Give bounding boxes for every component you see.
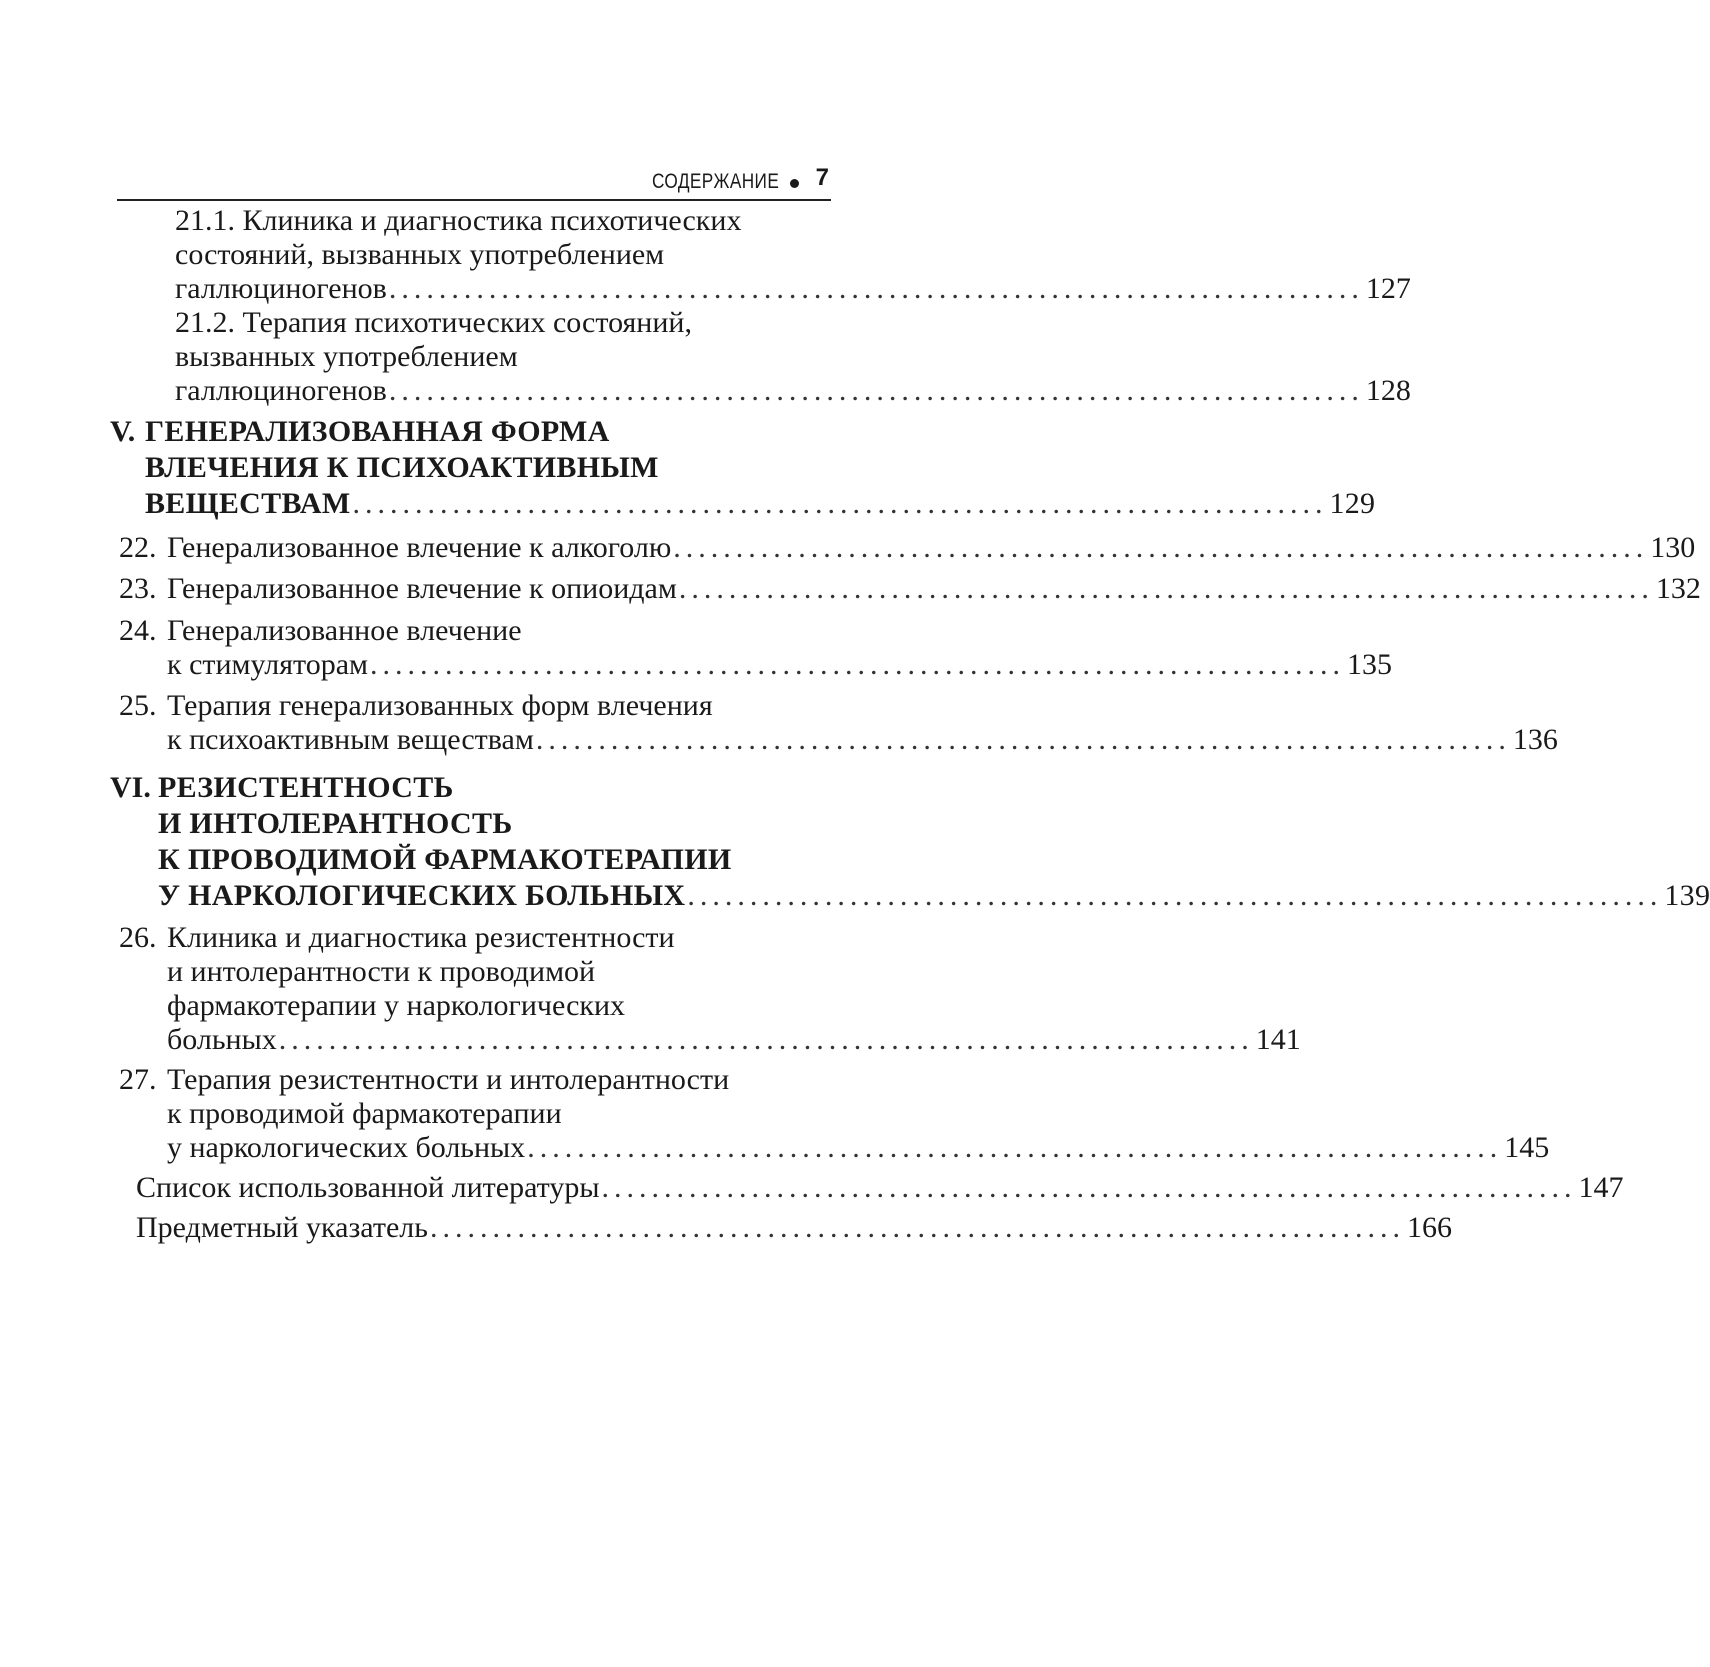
toc-entry-line: Генерализованное влечение к опиоидам: [167, 572, 677, 605]
toc-entry-line: к проводимой фармакотерапии: [167, 1097, 562, 1130]
running-header: [117, 160, 831, 201]
chapter-number: 25.: [119, 689, 157, 722]
leader-dots: ..............................................................................: [352, 487, 1328, 520]
toc-section-v[interactable]: [145, 414, 1376, 522]
toc-entry-line: галлюциногенов: [175, 272, 387, 305]
leader-dots: ..............................................................................: [278, 1023, 1254, 1056]
toc-page-ref: 127: [1365, 272, 1411, 305]
toc-page-ref: 139: [1664, 879, 1710, 912]
toc-entry-line: У НАРКОЛОГИЧЕСКИХ БОЛЬНЫХ: [158, 879, 686, 912]
leader-dots: ..............................................................................: [527, 1131, 1503, 1164]
toc-entry-21-1[interactable]: [175, 204, 1411, 306]
toc-entry-line: галлюциногенов: [175, 374, 387, 407]
toc-entry-line: к психоактивным веществам: [167, 723, 534, 756]
toc-page-ref: 166: [1406, 1211, 1452, 1244]
toc-entry-line: РЕЗИСТЕНТНОСТЬ: [158, 771, 454, 804]
running-header-title: СОДЕРЖАНИЕ: [651, 170, 779, 193]
toc-section-vi[interactable]: [158, 770, 1710, 914]
toc-entry-line: Терапия генерализованных форм влечения: [167, 689, 713, 722]
toc-entry-line: ВЕЩЕСТВАМ: [145, 487, 351, 520]
section-number: VI.: [110, 771, 151, 804]
leader-dots: ..............................................................................: [601, 1171, 1577, 1204]
leader-dots: ..............................................................................: [388, 374, 1364, 407]
page-number: 7: [815, 164, 829, 191]
bullet-icon: [790, 179, 799, 188]
leader-dots: ..............................................................................: [678, 572, 1654, 605]
toc-entry-24[interactable]: [167, 614, 1393, 682]
toc-entry-index[interactable]: [136, 1211, 1452, 1245]
toc-entry-line: Генерализованное влечение: [167, 614, 522, 647]
toc-entry-line: к стимуляторам: [167, 648, 369, 681]
chapter-number: 23.: [119, 572, 157, 605]
toc-entry-21-2[interactable]: [175, 306, 1411, 408]
leader-dots: ..............................................................................: [673, 531, 1649, 564]
toc-entry-line: состояний, вызванных употреблением: [175, 238, 665, 271]
toc-entry-25[interactable]: [167, 689, 1558, 757]
toc-entry-26[interactable]: [167, 921, 1301, 1057]
chapter-number: 26.: [119, 921, 157, 954]
toc-page-ref: 147: [1578, 1171, 1624, 1204]
toc-page-ref: 145: [1504, 1131, 1550, 1164]
toc-entry-line: Предметный указатель: [136, 1211, 428, 1244]
toc-entry-line: ГЕНЕРАЛИЗОВАННАЯ ФОРМА: [145, 415, 610, 448]
toc-entry-22[interactable]: [167, 531, 1696, 565]
chapter-number: 27.: [119, 1063, 157, 1096]
chapter-number: 24.: [119, 614, 157, 647]
toc-entry-line: фармакотерапии у наркологических: [167, 989, 626, 1022]
toc-entry-line: вызванных употреблением: [175, 340, 518, 373]
leader-dots: ..............................................................................: [535, 723, 1511, 756]
toc-page-ref: 128: [1365, 374, 1411, 407]
toc-entry-line: К ПРОВОДИМОЙ ФАРМАКОТЕРАПИИ: [158, 843, 732, 876]
toc-page-ref: 130: [1650, 531, 1696, 564]
section-number: V.: [110, 415, 136, 448]
leader-dots: ..............................................................................: [687, 879, 1663, 912]
toc-entry-27[interactable]: [167, 1063, 1550, 1165]
leader-dots: ..............................................................................: [388, 272, 1364, 305]
toc-page-ref: 136: [1512, 723, 1558, 756]
toc-page-ref: 135: [1347, 648, 1393, 681]
toc-entry-line: и интолерантности к проводимой: [167, 955, 596, 988]
toc-entry-line: 21.2. Терапия психотических состояний,: [175, 306, 692, 339]
toc-page-ref: 141: [1255, 1023, 1301, 1056]
toc-entry-line: И ИНТОЛЕРАНТНОСТЬ: [158, 807, 513, 840]
toc-entry-line: Клиника и диагностика резистентности: [167, 921, 675, 954]
leader-dots: ..............................................................................: [429, 1211, 1405, 1244]
toc-entry-line: Терапия резистентности и интолерантности: [167, 1063, 730, 1096]
toc-entry-line: Генерализованное влечение к алкоголю: [167, 531, 672, 564]
chapter-number: 22.: [119, 531, 157, 564]
toc-entry-line: 21.1. Клиника и диагностика психотических: [175, 204, 742, 237]
toc-entry-literature[interactable]: [136, 1171, 1624, 1205]
leader-dots: ..............................................................................: [370, 648, 1346, 681]
toc-page-ref: 129: [1329, 487, 1376, 520]
toc-entry-line: у наркологических больных: [167, 1131, 526, 1164]
toc-entry-line: больных: [167, 1023, 277, 1056]
toc-entry-line: ВЛЕЧЕНИЯ К ПСИХОАКТИВНЫМ: [145, 451, 659, 484]
toc-entry-23[interactable]: [167, 572, 1701, 606]
toc-entry-line: Список использованной литературы: [136, 1171, 600, 1204]
toc-page-ref: 132: [1655, 572, 1701, 605]
